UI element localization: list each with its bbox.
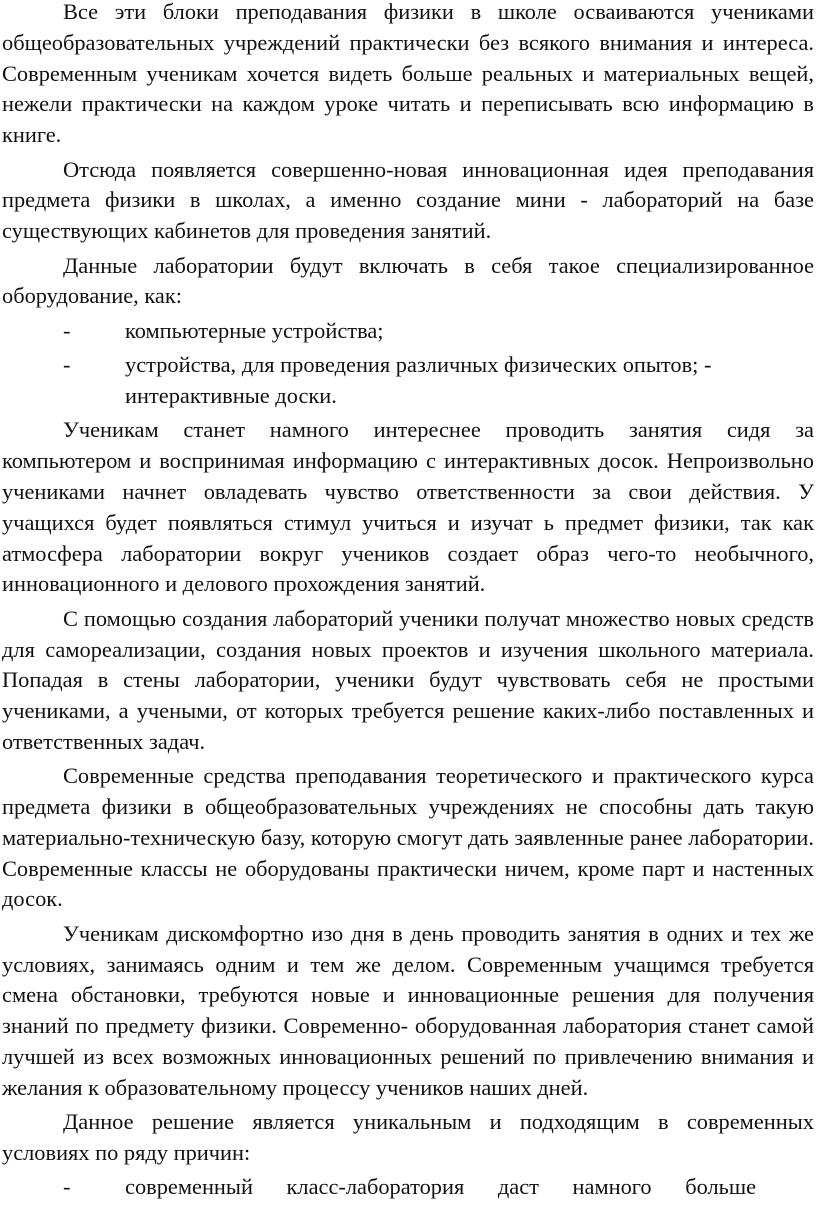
list-item-modern-class-laboratory — [2, 1172, 814, 1203]
paragraph-modern-teaching-means: Современные средства преподавания теоретического и практического курса предмета физики в общеобразовательных учреждениях не способны дать такую материально-техническую базу, которую смогут дать заявленные ранее лаборатории. Современные классы не оборудованы практически ничем, кроме парт и настенных досок. — [2, 763, 814, 912]
paragraph-innovative-idea: Отсюда появляется совершенно-новая инновационная идея преподавания предмета физики в школах, а именно создание мини - лабораторий на базе существующих кабинетов для проведения занятий. — [2, 156, 814, 244]
paragraph-blocks-of-physics-teaching: Все эти блоки преподавания физики в школе осваиваются учениками общеобразовательных учреждений практически без всякого внимания и интереса. Современным ученикам хочется видеть больше реальных и материальных вещей, нежели практически на каждом уроке читать и переписывать всю информацию в книге. — [2, 0, 814, 148]
list-item-text: современный класс-лаборатория даст намного больше — [125, 1174, 757, 1200]
paragraph-unique-solution: Данное решение является уникальным и подходящим в современных условиях по ряду причин: — [2, 1109, 814, 1166]
list-item-experiment-devices — [2, 350, 814, 412]
list-item-text: компьютерные устройства; — [125, 317, 384, 343]
list-dash: - — [63, 352, 71, 378]
paragraph-self-realization: С помощью создания лабораторий ученики получат множество новых средств для самореализации, создания новых проектов и изучения школьного материала. Попадая в стены лаборатории, ученики будут чувствовать себя не простыми учениками, а учеными, от которых требуется решение каких-либо поставленных и ответственных задач. — [2, 605, 814, 754]
paragraph-laboratory-equipment: Данные лаборатории будут включать в себя такое специализированное оборудование, как: — [2, 252, 814, 309]
list-item-computer-devices — [2, 316, 814, 347]
list-dash: - — [63, 317, 71, 343]
paragraph-student-discomfort: Ученикам дискомфортно изо дня в день проводить занятия в одних и тех же условиях, занимаясь одним и тем же делом. Современным учащимся требуется смена обстановки, требуются новые и инновационные решения для получения знаний по предмету физики. Современно- оборудованная лаборатория станет самой лучшей из всех возможных инновационных решений по привлечению внимания и желания к образовательному процессу учеников наших дней. — [2, 920, 814, 1100]
list-dash: - — [63, 1174, 71, 1200]
list-item-text: устройства, для проведения различных физических опытов; - интерактивные доски. — [125, 352, 712, 408]
paragraph-students-interest: Ученикам станет намного интереснее проводить занятия сидя за компьютером и воспринимая информацию с интерактивных досок. Непроизвольно учениками начнет овладевать чувство ответственности за свои действия. У учащихся будет появляться стимул учиться и изучат ь предмет физики, так как атмосфера лаборатории вокруг учеников создает образ чего-то необычного, инновационного и делового прохождения занятий. — [2, 417, 814, 597]
